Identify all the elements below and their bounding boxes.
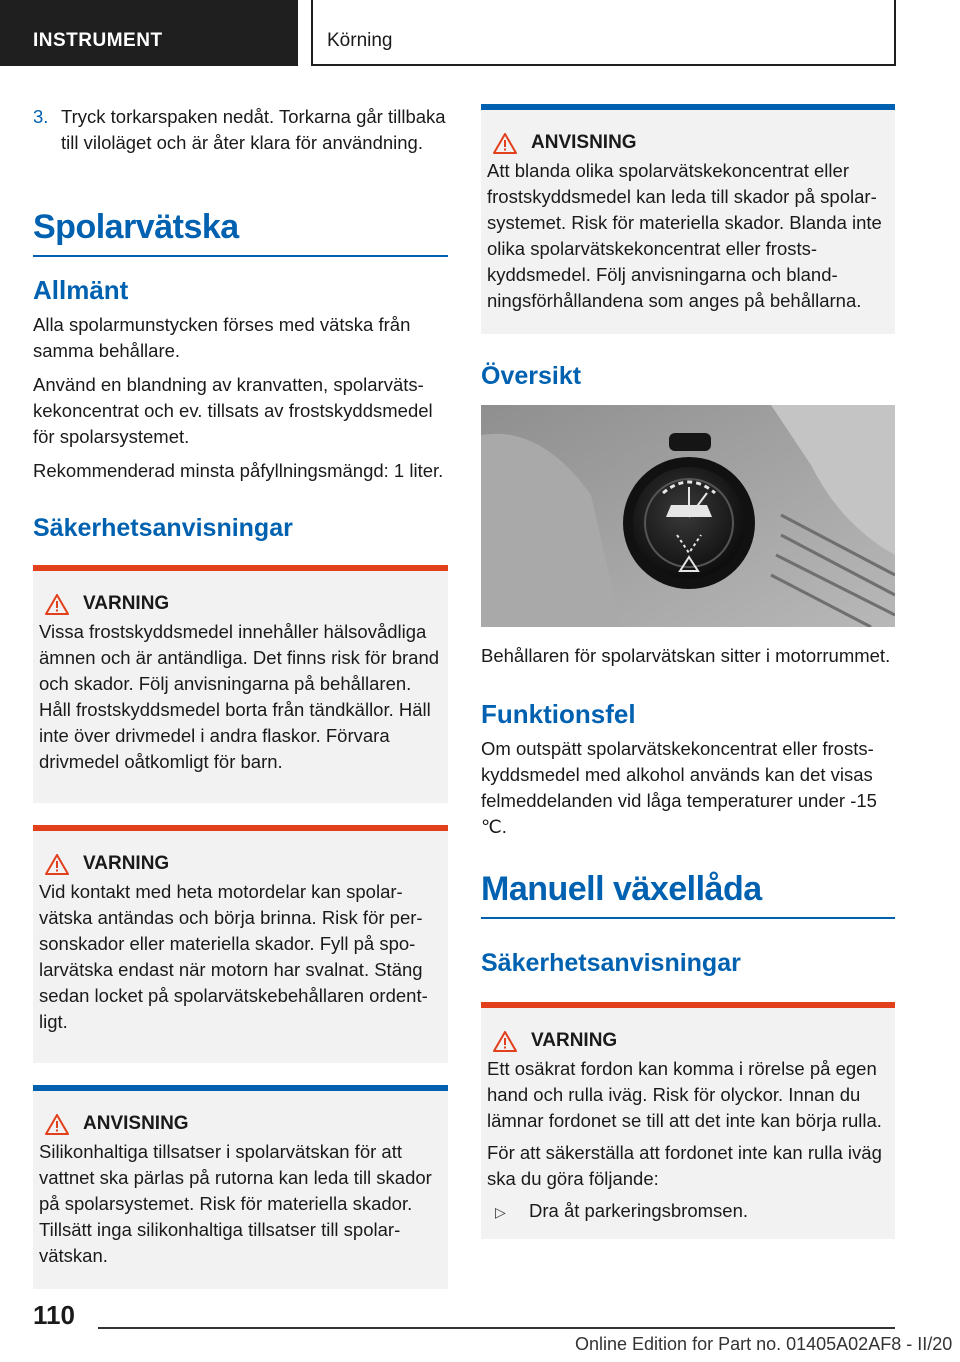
warning-box xyxy=(481,1002,895,1239)
warning-triangle-icon xyxy=(45,1114,69,1135)
right-column xyxy=(481,104,895,1261)
notice-box xyxy=(33,1085,448,1289)
step-number: 3. xyxy=(33,106,49,127)
paragraph: Alla spolarmunstycken förses med vätska från samma behållare. xyxy=(33,314,411,361)
warning-label: VARNING xyxy=(83,853,170,874)
heading-safety: Säkerhetsanvisningar xyxy=(33,514,293,542)
warning-triangle-icon xyxy=(493,1031,517,1052)
warning-text: Vissa frostskyddsmedel innehåller hälsovådliga ämnen och är antändliga. Det finns risk för brand och skador. Följ anvisningarna på behållaren. Håll frostskyddsmedel borta från tändkällor. Häll inte över drivmedel i andra flaskor. Förvara drivmedel oåtkomligt för barn. xyxy=(39,621,440,772)
left-column xyxy=(33,104,448,1311)
warning-box xyxy=(33,565,448,803)
notice-text: Silikonhaltiga tillsatser i spolarvätskan för att vattnet ska pärlas på rutorna kan leda till skador på spolarsystemet. Risk för materiella skador. Tillsätt inga silikonhaltiga tillsatser till spolarvätskan. xyxy=(39,1141,432,1266)
step-text: Tryck torkarspaken nedåt. Torkarna går tillbaka till viloläget och är åter klara för användning. xyxy=(61,106,446,153)
warning-box xyxy=(33,825,448,1063)
heading-funktionsfel: Funktionsfel xyxy=(481,699,636,729)
paragraph: Om outspätt spolarvätskekoncentrat eller frostskyddsmedel med alkohol används kan det visas felmeddelanden vid låga temperaturer under -15 ℃. xyxy=(481,738,877,837)
warning-text: För att säkerställa att fordonet inte kan rulla iväg ska du göra följande: xyxy=(487,1142,882,1189)
step-3 xyxy=(33,104,448,156)
footer-divider xyxy=(98,1327,895,1329)
section-title-spolarvatska: Spolarvätska xyxy=(33,208,448,257)
notice-label: ANVISNING xyxy=(83,1113,189,1134)
header-section: INSTRUMENT xyxy=(0,0,298,66)
list-item-text: Dra åt parkeringsbromsen. xyxy=(529,1200,749,1221)
warning-triangle-icon xyxy=(45,854,69,875)
list-item xyxy=(487,1198,889,1225)
heading-allmant: Allmänt xyxy=(33,275,129,305)
photo-caption: Behållaren för spolarvätskan sitter i motorrummet. xyxy=(481,645,891,666)
section-title-manuell-vaxellada: Manuell växellåda xyxy=(481,870,895,919)
paragraph: Rekommenderad minsta påfyllningsmängd: 1 liter. xyxy=(33,460,444,481)
paragraph: Använd en blandning av kranvatten, spolarvätskekoncentrat och ev. tillsats av frostskyddsmedel för spolarsystemet. xyxy=(33,374,433,447)
warning-label: VARNING xyxy=(531,1030,618,1051)
warning-triangle-icon xyxy=(45,594,69,615)
triangle-bullet-icon: ▷ xyxy=(495,1204,506,1220)
notice-box xyxy=(481,104,895,334)
washer-fluid-reservoir-photo xyxy=(481,405,895,627)
notice-text: Att blanda olika spolarvätskekoncentrat eller frostskyddsmedel kan leda till skador på spolarsystemet. Risk för materiella skador. Blanda inte olika spolarvätskekoncentrat eller frostskyddsmedel. Följ anvisningarna och blandningsförhållandena som anges på behållarna. xyxy=(487,160,882,311)
reservoir-cap-illustration xyxy=(481,405,895,627)
heading-safety: Säkerhetsanvisningar xyxy=(481,949,741,977)
notice-label: ANVISNING xyxy=(531,132,637,153)
warning-triangle-icon xyxy=(493,133,517,154)
footer-edition: Online Edition for Part no. 01405A02AF8 - II/20 xyxy=(575,1334,953,1354)
warning-text: Vid kontakt med heta motordelar kan spolarvätska antändas och börja brinna. Risk för personskador eller materiella skador. Fyll på spolarvätska endast när motorn har svalnat. Stäng sedan locket på spolarvätskebehållaren ordentligt. xyxy=(39,881,428,1032)
warning-label: VARNING xyxy=(83,593,170,614)
warning-text: Ett osäkrat fordon kan komma i rörelse på egen hand och rulla iväg. Risk för olyckor. Innan du lämnar fordonet se till att det inte kan börja rulla. xyxy=(487,1058,882,1131)
header-chapter: Körning xyxy=(311,0,896,66)
heading-oversikt: Översikt xyxy=(481,362,582,390)
page-number: 110 xyxy=(33,1300,75,1330)
